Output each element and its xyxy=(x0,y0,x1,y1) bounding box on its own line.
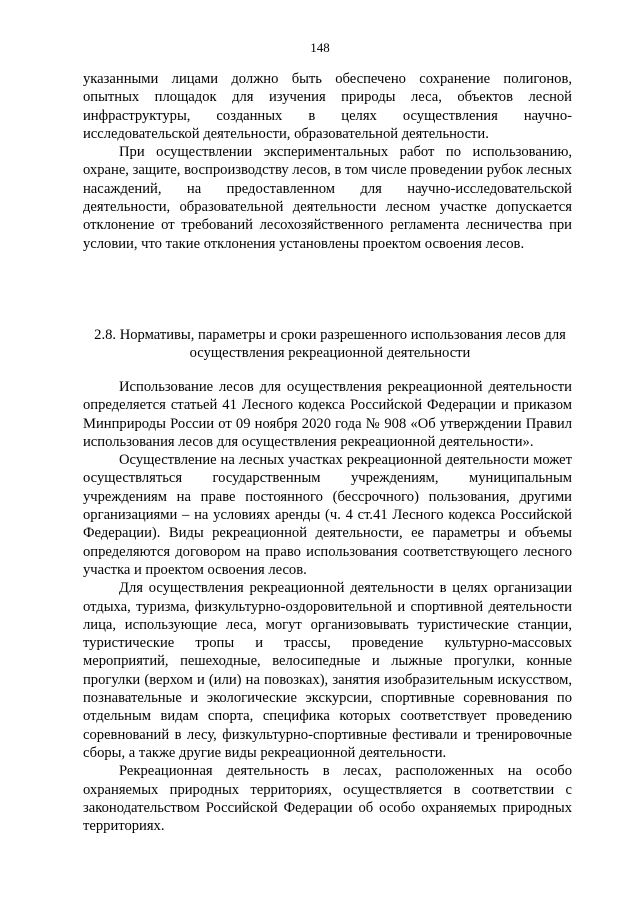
paragraph: При осуществлении экспериментальных работ по использованию, охране, защите, воспроизводству лесов, в том числе проведении рубок лесных насаждений, на предоставленном для научно-исследовательской деятельности, образовательной деятельности лесном участке допускается отклонение от требований лесохозяйственного регламента лесничества при условии, что такие отклонения установлены проектом освоения лесов. xyxy=(83,144,572,252)
paragraph: Рекреационная деятельность в лесах, расположенных на особо охраняемых природных территориях, осуществляется в соответствии с законодательством Российской Федерации об особо охраняемых природных территориях. xyxy=(83,763,572,835)
paragraph: Осуществление на лесных участках рекреационной деятельности может осуществляться государственным учреждениям, муниципальным учреждениям на праве постоянного (бессрочного) пользования, другими организациями – на условиях аренды (ч. 4 ст.41 Лесного кодекса Российской Федерации). Виды рекреационной деятельности, ее параметры и объемы определяются договором на право использования соответствующего лесного участка и проектом освоения лесов. xyxy=(83,452,572,578)
text-block-top xyxy=(83,70,572,253)
page-number: 148 xyxy=(310,40,330,55)
section-heading: 2.8. Нормативы, параметры и сроки разрешенного использования лесов для осуществления рекреационной деятельности xyxy=(94,327,566,362)
paragraph: Использование лесов для осуществления рекреационной деятельности определяется статьей 41 Лесного кодекса Российской Федерации и приказом Минприроды России от 09 ноября 2020 года № 908 «Об утверждении Правил использования лесов для осуществления рекреационной деятельности». xyxy=(83,379,572,450)
paragraph: Для осуществления рекреационной деятельности в целях организации отдыха, туризма, физкультурно-оздоровительной и спортивной деятельности лица, использующие леса, могут организовывать туристические станции, туристические тропы и трассы, проведение культурно-массовых мероприятий, пешеходные, велосипедные и лыжные прогулки, конные прогулки (верхом и (или) на повозках), занятия изобразительным искусством, познавательные и экологические экскурсии, спортивные соревнования по отдельным видам спорта, специфика которых соответствует проведению соревнований в лесу, физкультурно-спортивные фестивали и тренировочные сборы, а также другие виды рекреационной деятельности. xyxy=(83,580,572,761)
paragraph-continuation: указанными лицами должно быть обеспечено сохранение полигонов, опытных площадок для изучения природы леса, объектов лесной инфраструктуры, созданных в целях осуществления научно-исследовательской деятельности, образовательной деятельности. xyxy=(83,71,572,142)
section-body xyxy=(83,378,572,835)
